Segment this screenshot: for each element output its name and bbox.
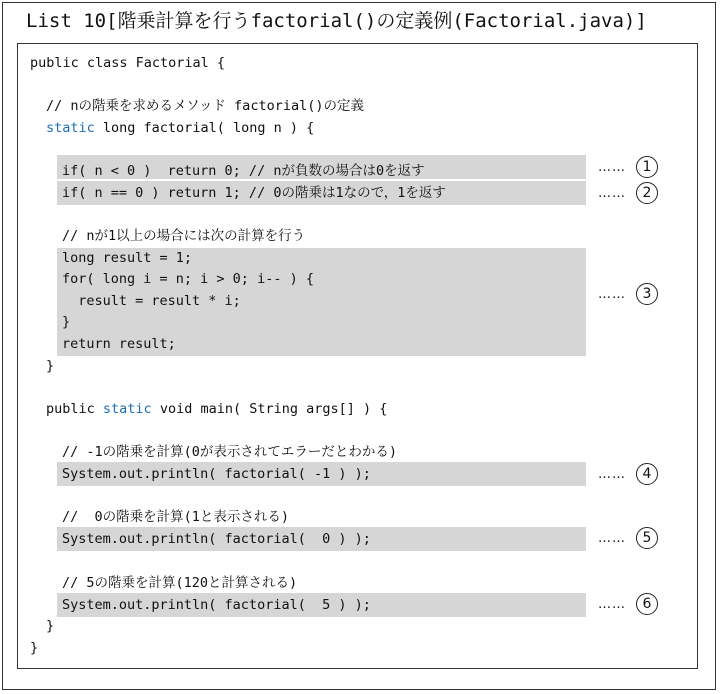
static-keyword: static: [46, 120, 95, 136]
leader-dots: ……: [598, 596, 626, 612]
main-public-keyword: public: [46, 401, 103, 417]
marker-4: [598, 461, 658, 487]
code-loop-line-5: return result;: [62, 336, 176, 352]
circled-number-4: 4: [636, 463, 658, 485]
code-loop-line-3: result = result * i;: [62, 293, 241, 309]
leader-dots: ……: [598, 185, 626, 201]
code-main-signature: [46, 399, 387, 419]
marker-2: [598, 180, 658, 206]
circled-number-5: 5: [636, 527, 658, 549]
leader-dots: ……: [598, 530, 626, 546]
code-comment-call-2: // 0の階乗を計算(1と表示される): [62, 509, 290, 525]
main-signature-rest: void main( String args[] ) {: [151, 401, 388, 417]
code-call-1: System.out.println( factorial( -1 ) );: [62, 466, 371, 482]
factorial-signature-rest: long factorial( long n ) {: [94, 120, 315, 136]
code-close-class: }: [30, 640, 39, 656]
code-call-3: System.out.println( factorial( 5 ) );: [62, 597, 371, 613]
code-comment-call-3: // 5の階乗を計算(120と計算される): [62, 575, 298, 591]
listing-title: List 10[階乗計算を行うfactorial()の定義例(Factorial.java)]: [26, 10, 647, 32]
code-call-2: System.out.println( factorial( 0 ) );: [62, 531, 371, 547]
marker-1: [598, 154, 658, 180]
code-negative-check: if( n < 0 ) return 0; // nが負数の場合は0を返す: [62, 163, 425, 179]
leader-dots: ……: [598, 286, 626, 302]
code-zero-check: if( n == 0 ) return 1; // 0の階乗は1なので，1を返す: [62, 185, 446, 201]
code-close-main: }: [46, 618, 55, 634]
circled-number-3: 3: [636, 283, 658, 305]
code-class-declaration: public class Factorial {: [30, 55, 226, 71]
marker-5: [598, 525, 658, 551]
leader-dots: ……: [598, 159, 626, 175]
circled-number-2: 2: [636, 182, 658, 204]
static-keyword: static: [102, 401, 152, 417]
code-comment-call-1: // -1の階乗を計算(0が表示されてエラーだとわかる): [62, 444, 398, 460]
marker-6: [598, 591, 658, 617]
code-loop-line-4: }: [62, 314, 71, 330]
code-factorial-signature: [46, 118, 314, 138]
code-loop-line-2: for( long i = n; i > 0; i-- ) {: [62, 271, 314, 287]
code-comment-loop: // nが1以上の場合には次の計算を行う: [62, 228, 306, 244]
leader-dots: ……: [598, 466, 626, 482]
code-loop-line-1: long result = 1;: [62, 250, 193, 266]
marker-3: [598, 281, 658, 307]
code-close-factorial: }: [46, 358, 55, 374]
code-comment-factorial: // nの階乗を求めるメソッド factorial()の定義: [46, 98, 364, 114]
circled-number-1: 1: [636, 156, 658, 178]
circled-number-6: 6: [636, 593, 658, 615]
